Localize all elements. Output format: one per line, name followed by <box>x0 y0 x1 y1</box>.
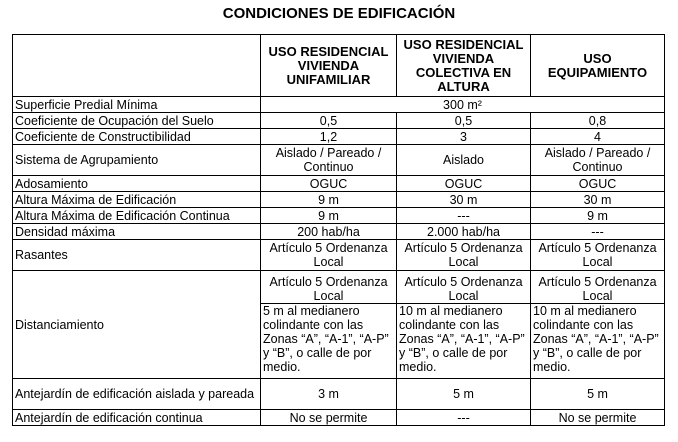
table-row <box>13 97 665 113</box>
cell-value: 300 m² <box>261 97 665 113</box>
cell-value: 10 m al medianero colindante con las Zonas “A”, “A-1”, “A-P” y “B”, o calle de por medio. <box>399 304 525 374</box>
cell-value: 1,2 <box>261 129 397 145</box>
cell-value: --- <box>531 224 665 240</box>
table-row <box>13 240 665 271</box>
row-label: Adosamiento <box>13 176 261 192</box>
table-row <box>13 129 665 145</box>
cell-value: 30 m <box>397 192 531 208</box>
row-label: Densidad máxima <box>13 224 261 240</box>
row-label: Sistema de Agrupamiento <box>13 145 261 176</box>
cell-split <box>397 271 531 379</box>
cell-value: 3 m <box>261 379 397 410</box>
row-label: Antejardín de edificación continua <box>13 410 261 426</box>
cell-value: 0,8 <box>531 113 665 129</box>
cell-value: 2.000 hab/ha <box>397 224 531 240</box>
cell-split <box>531 271 665 379</box>
cell-value: OGUC <box>531 176 665 192</box>
cell-value: 9 m <box>261 208 397 224</box>
cell-value: 4 <box>531 129 665 145</box>
cell-value: 200 hab/ha <box>261 224 397 240</box>
cell-value: --- <box>397 410 531 426</box>
cell-value: 0,5 <box>397 113 531 129</box>
row-label: Coeficiente de Ocupación del Suelo <box>13 113 261 129</box>
row-label: Antejardín de edificación aislada y pareada <box>13 379 261 410</box>
row-label: Distanciamiento <box>13 271 261 379</box>
cell-split <box>261 271 397 379</box>
header-row <box>13 35 665 97</box>
table-row <box>13 224 665 240</box>
cell-value: No se permite <box>261 410 397 426</box>
conditions-table <box>12 34 665 426</box>
table-row <box>13 192 665 208</box>
row-label: Altura Máxima de Edificación <box>13 192 261 208</box>
cell-value: Artículo 5 Ordenanza Local <box>397 275 530 304</box>
row-label: Altura Máxima de Edificación Continua <box>13 208 261 224</box>
cell-value: 30 m <box>531 192 665 208</box>
row-label: Rasantes <box>13 240 261 271</box>
cell-value: Artículo 5 Ordenanza Local <box>261 240 397 271</box>
table-row <box>13 208 665 224</box>
cell-value: OGUC <box>397 176 531 192</box>
cell-value: 10 m al medianero colindante con las Zonas “A”, “A-1”, “A-P” y “B”, o calle de por medio. <box>533 304 659 374</box>
cell-value: 9 m <box>531 208 665 224</box>
cell-value: Aislado <box>397 145 531 176</box>
cell-value: Artículo 5 Ordenanza Local <box>261 275 396 304</box>
cell-value: Artículo 5 Ordenanza Local <box>531 275 664 304</box>
cell-value: Artículo 5 Ordenanza Local <box>397 240 531 271</box>
table-row <box>13 271 665 379</box>
table-row <box>13 113 665 129</box>
row-label: Coeficiente de Constructibilidad <box>13 129 261 145</box>
cell-value: Aislado / Pareado / Continuo <box>261 145 397 176</box>
cell-value: OGUC <box>261 176 397 192</box>
header-unifamiliar: USO RESIDENCIAL VIVIENDA UNIFAMILIAR <box>261 35 397 97</box>
header-colectiva: USO RESIDENCIAL VIVIENDA COLECTIVA EN ALTURA <box>397 35 531 97</box>
cell-value: No se permite <box>531 410 665 426</box>
cell-value: 5 m al medianero colindante con las Zonas “A”, “A-1”, “A-P” y “B”, o calle de por medio. <box>263 304 389 374</box>
table-row <box>13 379 665 410</box>
cell-value: 5 m <box>531 379 665 410</box>
page-title: CONDICIONES DE EDIFICACIÓN <box>222 5 456 22</box>
header-empty <box>13 35 261 97</box>
table-row <box>13 176 665 192</box>
cell-value: --- <box>397 208 531 224</box>
cell-value: 5 m <box>397 379 531 410</box>
cell-value: Artículo 5 Ordenanza Local <box>531 240 665 271</box>
cell-value: 3 <box>397 129 531 145</box>
header-equipamiento: USO EQUIPAMIENTO <box>531 35 665 97</box>
cell-value: 9 m <box>261 192 397 208</box>
cell-value: 0,5 <box>261 113 397 129</box>
table-row <box>13 410 665 426</box>
table-row <box>13 145 665 176</box>
row-label: Superficie Predial Mínima <box>13 97 261 113</box>
cell-value: Aislado / Pareado / Continuo <box>531 145 665 176</box>
